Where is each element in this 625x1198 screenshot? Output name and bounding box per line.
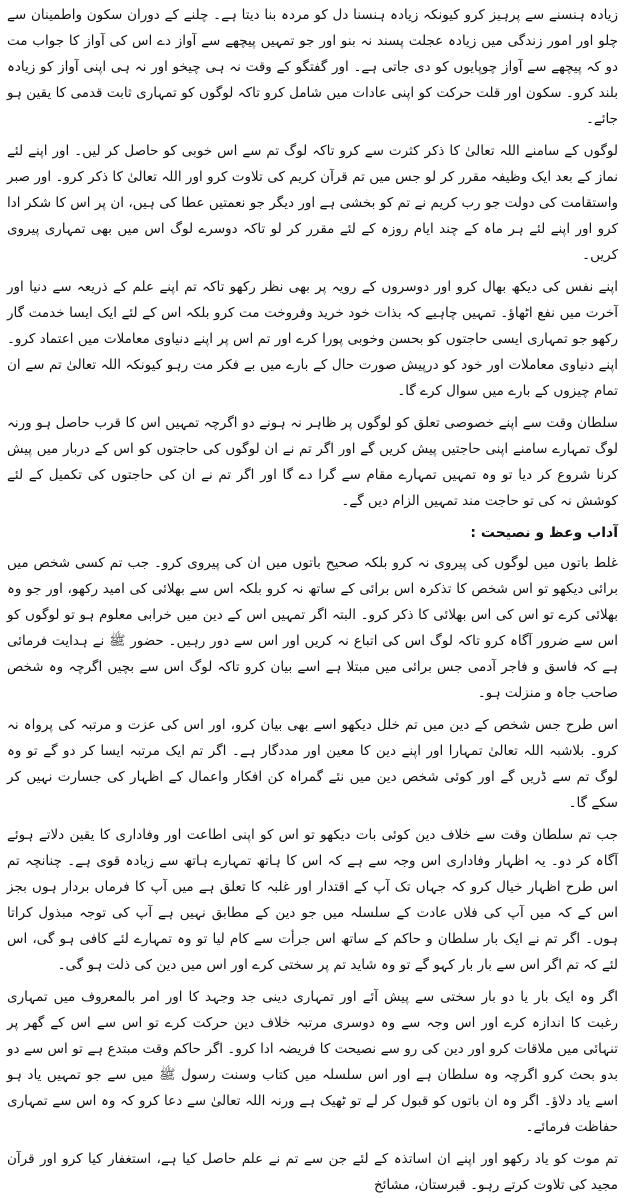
paragraph-private-advice: اگر وہ ایک بار یا دو بار سختی سے پیش آئے اور تمہاری دینی جد وجہد کا اور امر بالمعروف میں تمہاری رغبت کا اندازہ کرے اور اس وجہ سے وہ دوسری مرتبہ خلاف دین حرکت کرے تو اس سے اس کے گھر پر تنہائی میں ملاقات کرو اور دین کی رو سے نصیحت کا فریضہ ادا کرو۔ اگر حاکم وقت مبتدع ہے تو اس سے دو بدو بحث کرو اگرچہ وہ سلطان ہے اور اس سلسلہ میں کتاب وسنت رسول ﷺ میں سے جو تمہیں یاد ہو اسے یاد دلاؤ۔ اگر وہ ان باتوں کو قبول کر لے تو ٹھیک ہے ورنہ اللہ تعالیٰ سے دعا کرو کہ وہ اس سے تمہاری حفاظت فرمائے۔ xyxy=(7,989,618,1135)
paragraph-following: غلط باتوں میں لوگوں کی پیروی نہ کرو بلکہ صحیح باتوں میں ان کی پیروی کرو۔ جب تم کسی شخص میں برائی دیکھو تو اس شخص کا تذکرہ اس برائی کے ساتھ نہ کرو بلکہ اس سے بھلائی کی امید رکھو، اور جو وہ بھلائی کرے تو اس کی اس بھلائی کا ذکر کرو۔ البتہ اگر تمہیں اس کے دین میں خرابی معلوم ہو تو لوگوں کو اس سے ضرور آگاہ کرو تاکہ لوگ اس کی اتباع نہ کریں اور اس سے دور رہیں۔ حضور ﷺ نے ہدایت فرمائی ہے کہ فاسق و فاجر آدمی جس برائی میں مبتلا ہے اسے بیان کرو تاکہ لوگ اس سے بچیں اگرچہ وہ شخص صاحب جاہ و منزلت ہو۔ xyxy=(7,555,618,701)
paragraph-remember-death: تم موت کو یاد رکھو اور اپنے ان اساتذہ کے لئے جن سے تم نے علم حاصل کیا ہے، استغفار کیا کرو اور قرآن مجید کی تلاوت کرتے رہو۔ قبرستان، مشائخ xyxy=(7,1151,618,1193)
paragraph-faith-defect: اس طرح جس شخص کے دین میں تم خلل دیکھو اسے بھی بیان کرو، اور اس کی عزت و مرتبہ کی پرواہ نہ کرو۔ بلاشبہ اللہ تعالیٰ تمہارا اور اپنے دین کا معین اور مددگار ہے۔ اگر تم ایک مرتبہ ایسا کر دو گے تو وہ لوگ تم سے ڈریں گے اور کوئی شخص دین میں نئے گمراہ کن افکار واعمال کے اظہار کی جسارت نہیں کر سکے گا۔ xyxy=(7,717,618,811)
paragraph-sultan-relation: سلطان وقت سے اپنے خصوصی تعلق کو لوگوں پر ظاہر نہ ہونے دو اگرچہ تمہیں اس کا قرب حاصل ہو ورنہ لوگ تمہارے سامنے اپنی حاجتیں پیش کریں گے اور اگر تم نے ان لوگوں کی حاجتوں کو اس کے دربار میں پیش کرنا شروع کر دیا تو وہ تمہیں تمہارے مقام سے گرا دے گا اور اگر تم نے ان کی حاجتوں کی تکمیل کے لئے کوشش نہ کی تو حاجت مند تمہیں الزام دیں گے۔ xyxy=(7,415,618,509)
section-heading: آداب وعظ و نصیحت : xyxy=(470,525,618,541)
paragraph-manners: زیادہ ہنسنے سے پرہیز کرو کیونکہ زیادہ ہنسنا دل کو مردہ بنا دیتا ہے۔ چلنے کے دوران سکون واطمینان سے چلو اور امور زندگی میں زیادہ عجلت پسند نہ بنو اور جو تمہیں پیچھے سے آواز دے اس کی آواز کا جواب مت دو کہ پیچھے سے آواز چوپایوں کو دی جاتی ہے۔ اور گفتگو کے وقت نہ ہی چیخو اور نہ ہی اپنی آواز کو زیادہ بلند کرو۔ سکون اور قلت حرکت کو اپنی عادات میں شامل کرو تاکہ لوگوں کو تمہاری ثابت قدمی کا یقین ہو جائے۔ xyxy=(7,7,618,127)
paragraph-self-care: اپنے نفس کی دیکھ بھال کرو اور دوسروں کے رویہ پر بھی نظر رکھو تاکہ تم اپنے علم کے ذریعہ سے دنیا اور آخرت میں نفع اٹھاؤ۔ تمہیں چاہیے کہ بذات خود خرید وفروخت مت کرو بلکہ اس کے لئے ایک ایسا خدمت گار رکھو جو تمہاری ایسی حاجتوں کو بحسن وخوبی پورا کرے اور تم اس پر اپنے دنیاوی معاملات میں اعتماد کرو۔ اپنے دنیاوی معاملات اور خود کو درپیش صورت حال کے بارے میں بے فکر مت رہو کیونکہ اللہ تعالیٰ تم سے ان تمام چیزوں کے بارے میں سوال کرے گا۔ xyxy=(7,279,618,399)
paragraph-sultan-advice: جب تم سلطان وقت سے خلاف دین کوئی بات دیکھو تو اس کو اپنی اطاعت اور وفاداری کا یقین دلاتے ہوئے آگاہ کر دو۔ یہ اظہار وفاداری اس وجہ سے ہے کہ اس کا ہاتھ تمہارے ہاتھ سے زیادہ قوی ہے۔ چنانچہ تم اس طرح اظہار خیال کرو کہ جہاں تک آپ کے اقتدار اور غلبہ کا تعلق ہے میں آپ کا فرماں بردار ہوں بجز اس کے کہ میں آپ کی فلاں عادت کے سلسلہ میں جو دین کے مطابق نہیں ہے آپ کی توجہ مبذول کراتا ہوں۔ اگر تم نے ایک بار سلطان و حاکم کے ساتھ اس جرأت سے کام لیا تو وہ تمہارے لئے کافی ہو گی، اس لئے کہ تم اگر اس سے بار بار کہو گے تو وہ شاید تم پر سختی کرے اور اس میں دین کی ذلت ہو گی۔ xyxy=(7,827,618,973)
paragraph-remembrance: لوگوں کے سامنے اللہ تعالیٰ کا ذکر کثرت سے کرو تاکہ لوگ تم سے اس خوبی کو حاصل کر لیں۔ اور اپنے لئے نماز کے بعد ایک وظیفہ مقرر کر لو جس میں تم قرآن کریم کی تلاوت کرو اور اللہ تعالیٰ کا ذکر کرو۔ اور صبر واستقامت کی دولت جو رب کریم نے تم کو بخشی ہے اور دیگر جو نعمتیں عطا کی ہیں، ان پر اس کا شکر ادا کرو اور اپنے لئے ہر ماہ کے چند ایام روزہ کے لئے مقرر کر لو تاکہ دوسرے لوگ اس میں بھی تمہاری پیروی کریں۔ xyxy=(7,143,618,263)
